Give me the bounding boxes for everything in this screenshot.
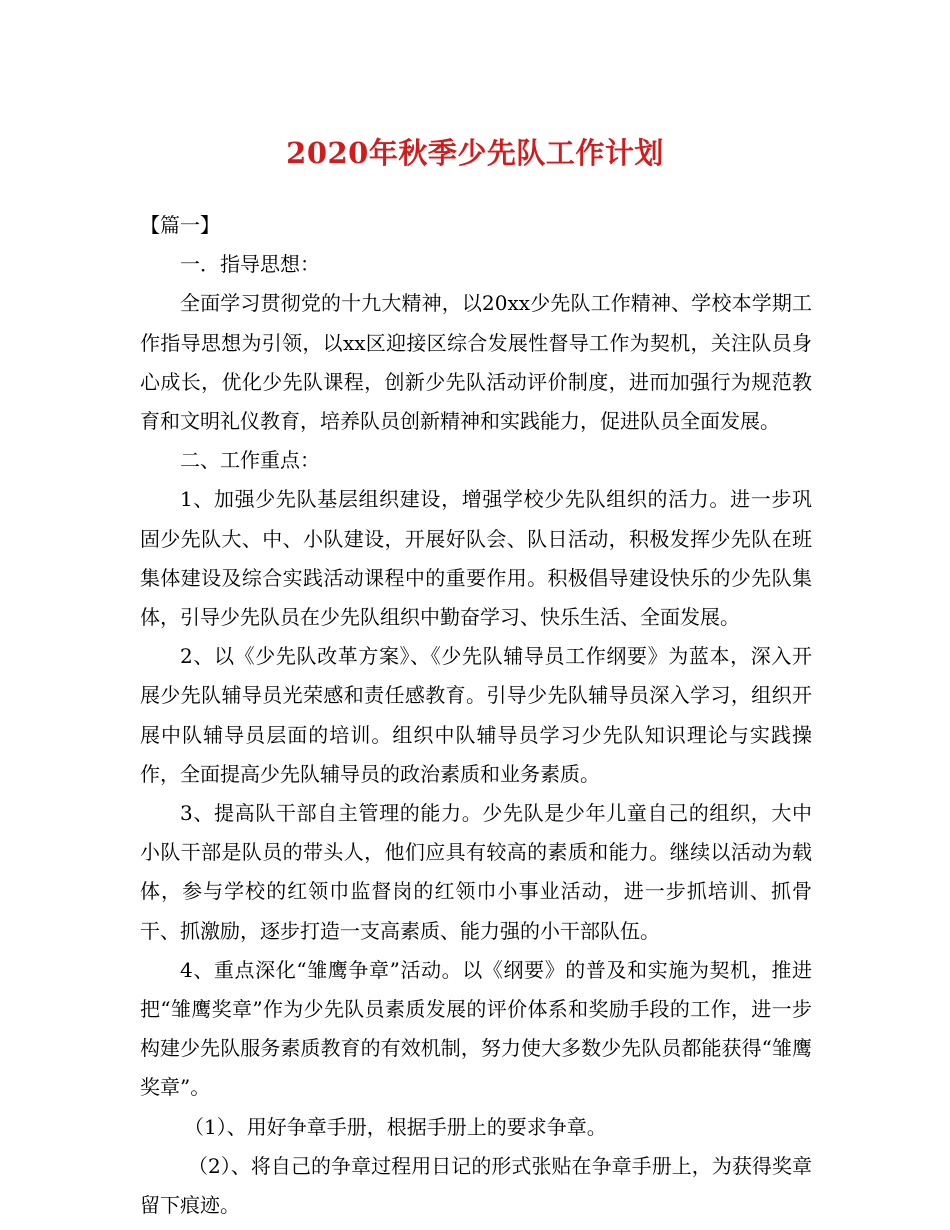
work-focus-heading: 二、工作重点：: [180, 448, 320, 473]
document-body: [140, 206, 812, 1225]
work-focus-item-3: 3、提高队干部自主管理的能力。少先队是少年儿童自己的组织，大中小队干部是队员的带头人，他们应具有较高的素质和能力。继续以活动为载体，参与学校的红领巾监督岗的红领巾小事业活动，进一步抓培训、抓骨干、抓激励，逐步打造一支高素质、能力强的小干部队伍。: [140, 801, 812, 943]
work-focus-item-1: 1、加强少先队基层组织建设，增强学校少先队组织的活力。进一步巩固少先队大、中、小队建设，开展好队会、队日活动，积极发挥少先队在班集体建设及综合实践活动课程中的重要作用。积极倡导建设快乐的少先队集体，引导少先队员在少先队组织中勤奋学习、快乐生活、全面发展。: [140, 487, 812, 630]
guiding-ideology-heading: 一．指导思想：: [180, 252, 320, 277]
section-heading: 【篇一】: [140, 213, 220, 237]
guiding-ideology-paragraph: 全面学习贯彻党的十九大精神，以20xx少先队工作精神、学校本学期工作指导思想为引领，以xx区迎接区综合发展性督导工作为契机，关注队员身心成长，优化少先队课程，创新少先队活动评价制度，进而加强行为规范教育和文明礼仪教育，培养队员创新精神和实践能力，促进队员全面发展。: [140, 291, 812, 434]
document-title: 2020年秋季少先队工作计划: [286, 136, 664, 170]
work-focus-item-2: 2、以《少先队改革方案》、《少先队辅导员工作纲要》为蓝本，深入开展少先队辅导员光荣感和责任感教育。引导少先队辅导员深入学习，组织开展中队辅导员层面的培训。组织中队辅导员学习少先队知识理论与实践操作，全面提高少先队辅导员的政治素质和业务素质。: [140, 644, 812, 786]
sub-item-1: （1）、用好争章手册，根据手册上的要求争章。: [184, 1114, 607, 1139]
sub-item-2: （2）、将自己的争章过程用日记的形式张贴在争章手册上，为获得奖章留下痕迹。: [140, 1153, 812, 1218]
work-focus-item-4: 4、重点深化“雏鹰争章”活动。以《纲要》的普及和实施为契机，推进把“雏鹰奖章”作为少先队员素质发展的评价体系和奖励手段的工作，进一步构建少先队服务素质教育的有效机制，努力使大多数少先队员都能获得“雏鹰奖章”。: [140, 957, 812, 1100]
